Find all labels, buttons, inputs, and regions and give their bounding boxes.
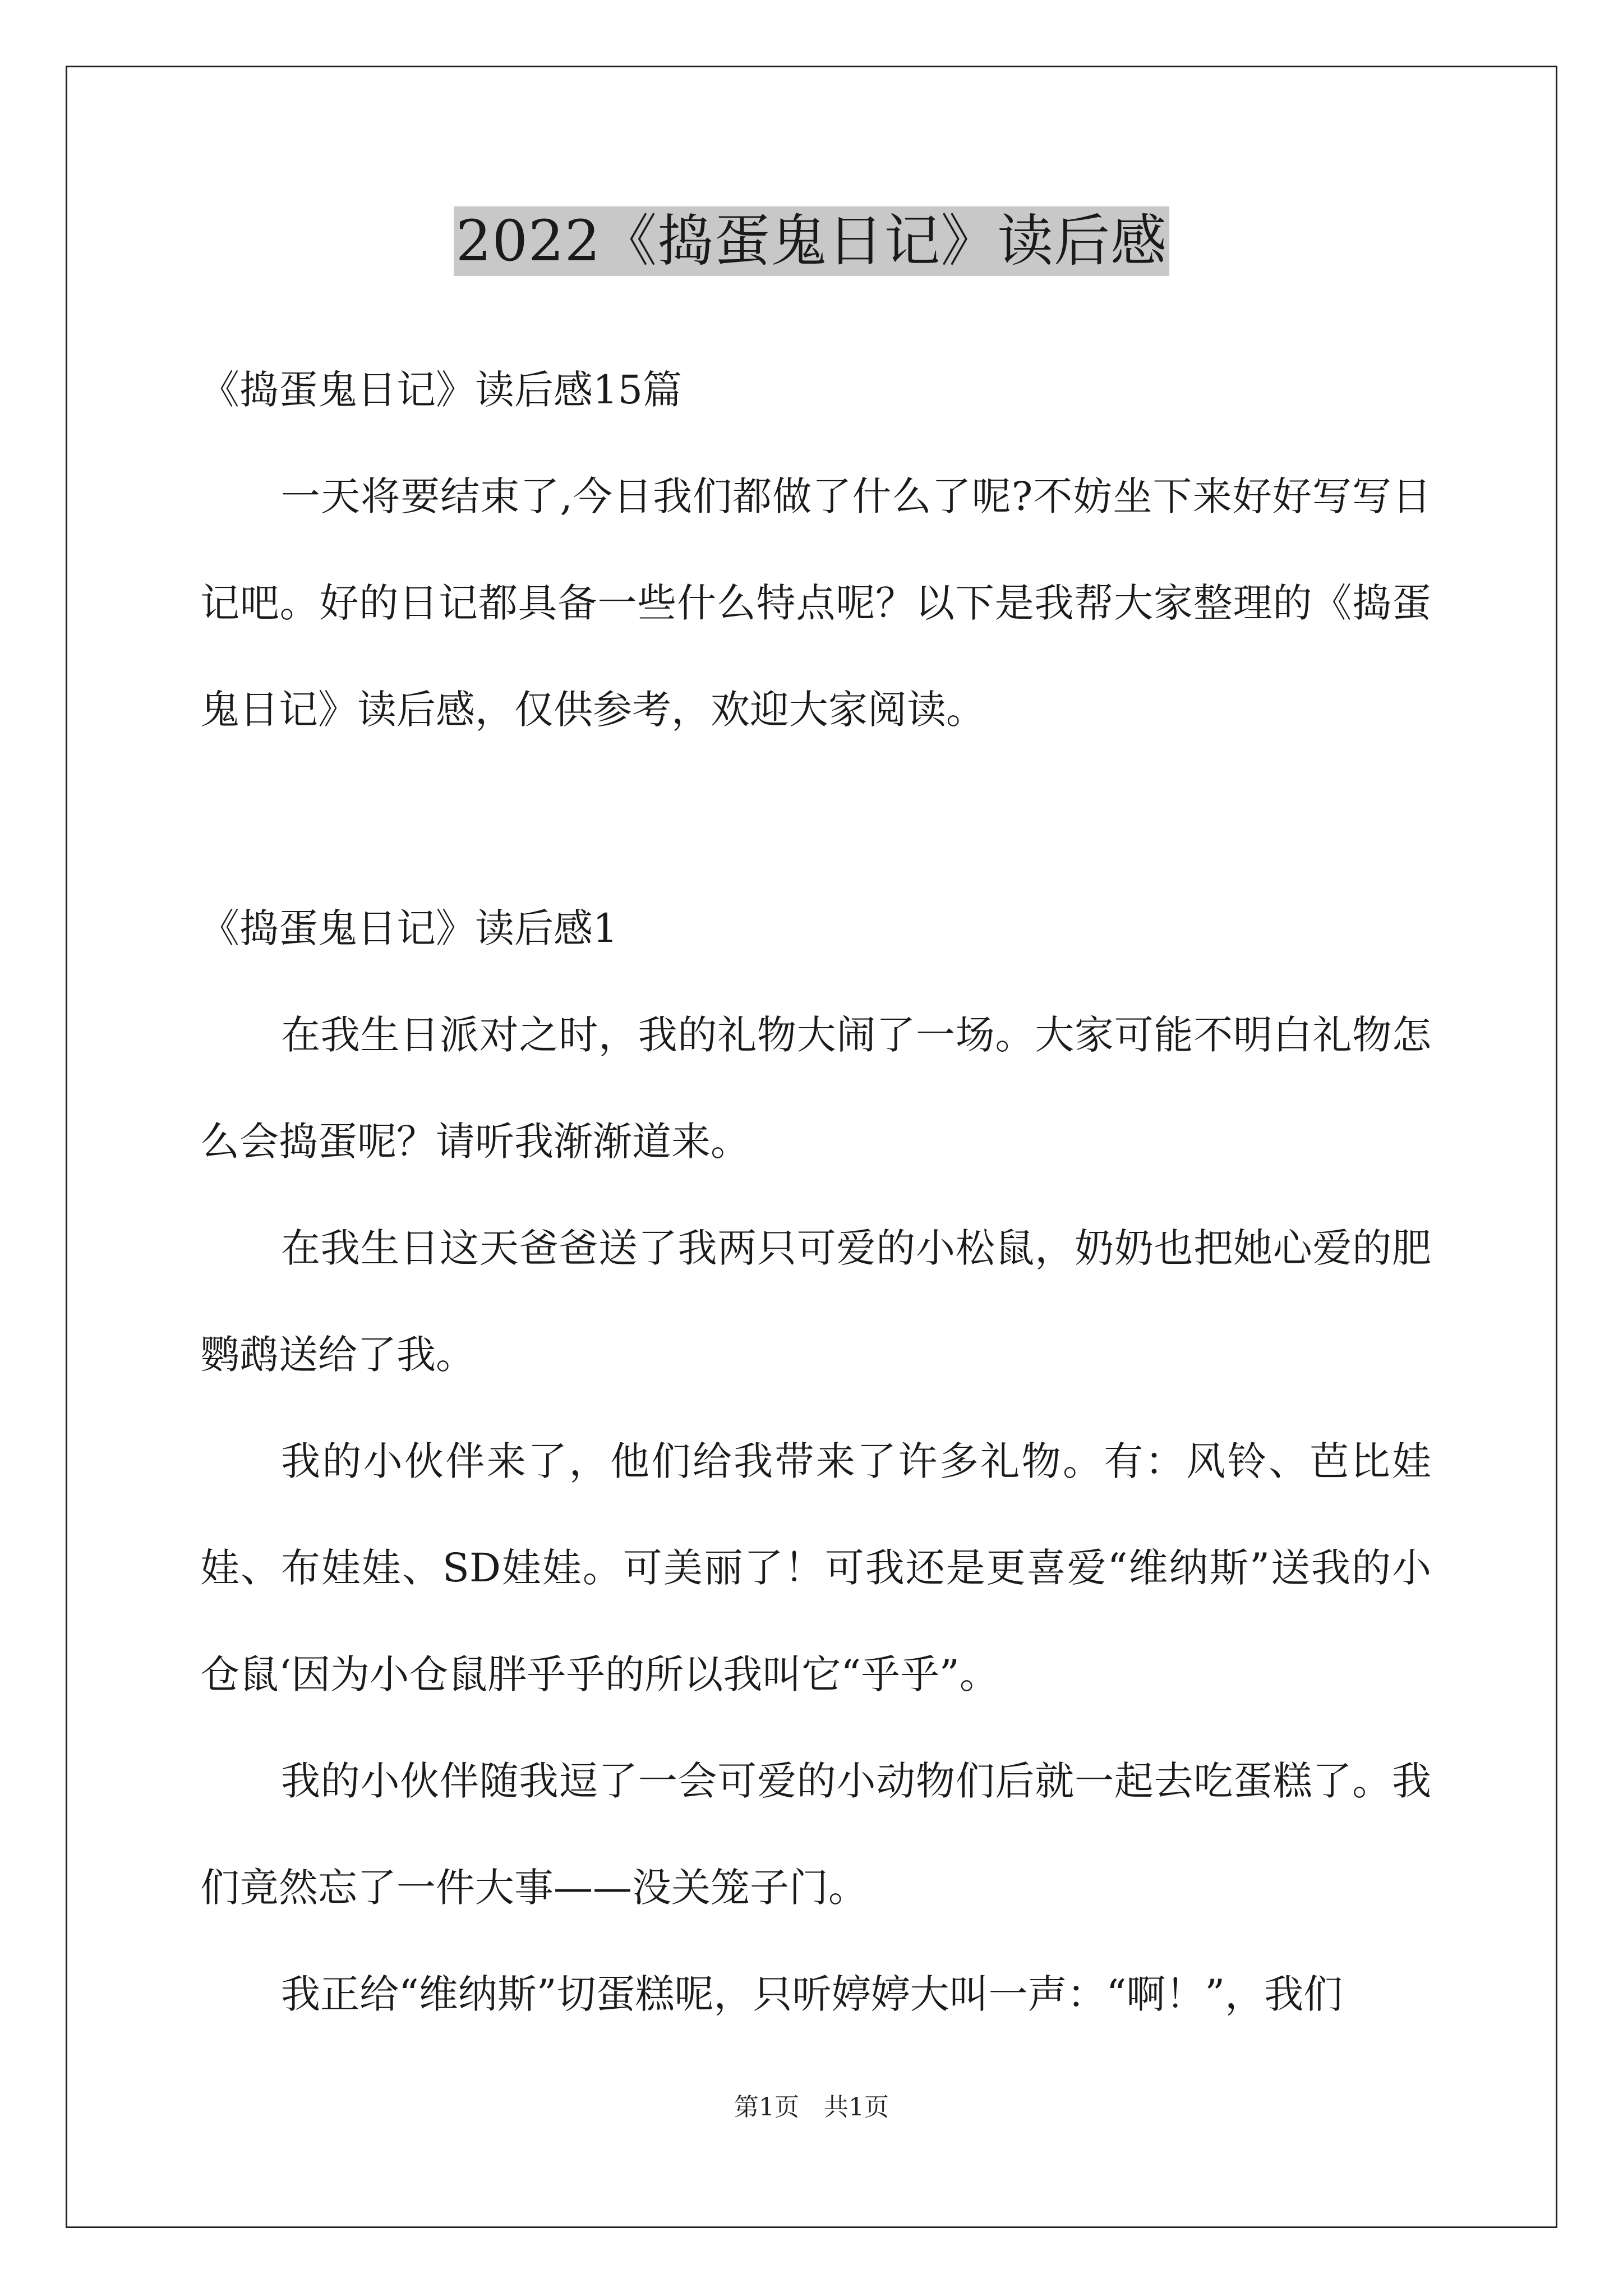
section-heading: 《捣蛋鬼日记》读后感1 [200, 905, 618, 951]
title-container [0, 206, 1623, 276]
page-footer [0, 2091, 1623, 2124]
body-paragraph: 我的小伙伴来了，他们给我带来了许多礼物。有：风铃、芭比娃娃、布娃娃、SD娃娃。可美丽了！可我还是更喜爱“维纳斯”送我的小仓鼠‘因为小仓鼠胖乎乎的所以我叫它“乎乎”。 [200, 1438, 1431, 1697]
body-paragraph: 我的小伙伴随我逗了一会可爱的小动物们后就一起去吃蛋糕了。我们竟然忘了一件大事——没关笼子门。 [200, 1758, 1431, 1911]
body-paragraph: 在我生日这天爸爸送了我两只可爱的小松鼠，奶奶也把她心爱的肥鹦鹉送给了我。 [200, 1225, 1431, 1378]
body-paragraph: 我正给“维纳斯”切蛋糕呢，只听婷婷大叫一声：“啊！”，我们 [281, 1971, 1343, 2017]
document-title: 2022《捣蛋鬼日记》读后感 [454, 206, 1170, 276]
body-paragraph: 在我生日派对之时，我的礼物大闹了一场。大家可能不明白礼物怎么会捣蛋呢？请听我渐渐道来。 [200, 1012, 1431, 1165]
section-spacer [200, 763, 1431, 875]
document-body [200, 337, 1431, 2047]
page-number: 第1页 共1页 [734, 2093, 889, 2122]
document-subtitle: 《捣蛋鬼日记》读后感15篇 [200, 367, 683, 413]
intro-paragraph: 一天将要结束了,今日我们都做了什么了呢?不妨坐下来好好写写日记吧。好的日记都具备一些什么特点呢？以下是我帮大家整理的《捣蛋鬼日记》读后感，仅供参考，欢迎大家阅读。 [200, 473, 1431, 733]
